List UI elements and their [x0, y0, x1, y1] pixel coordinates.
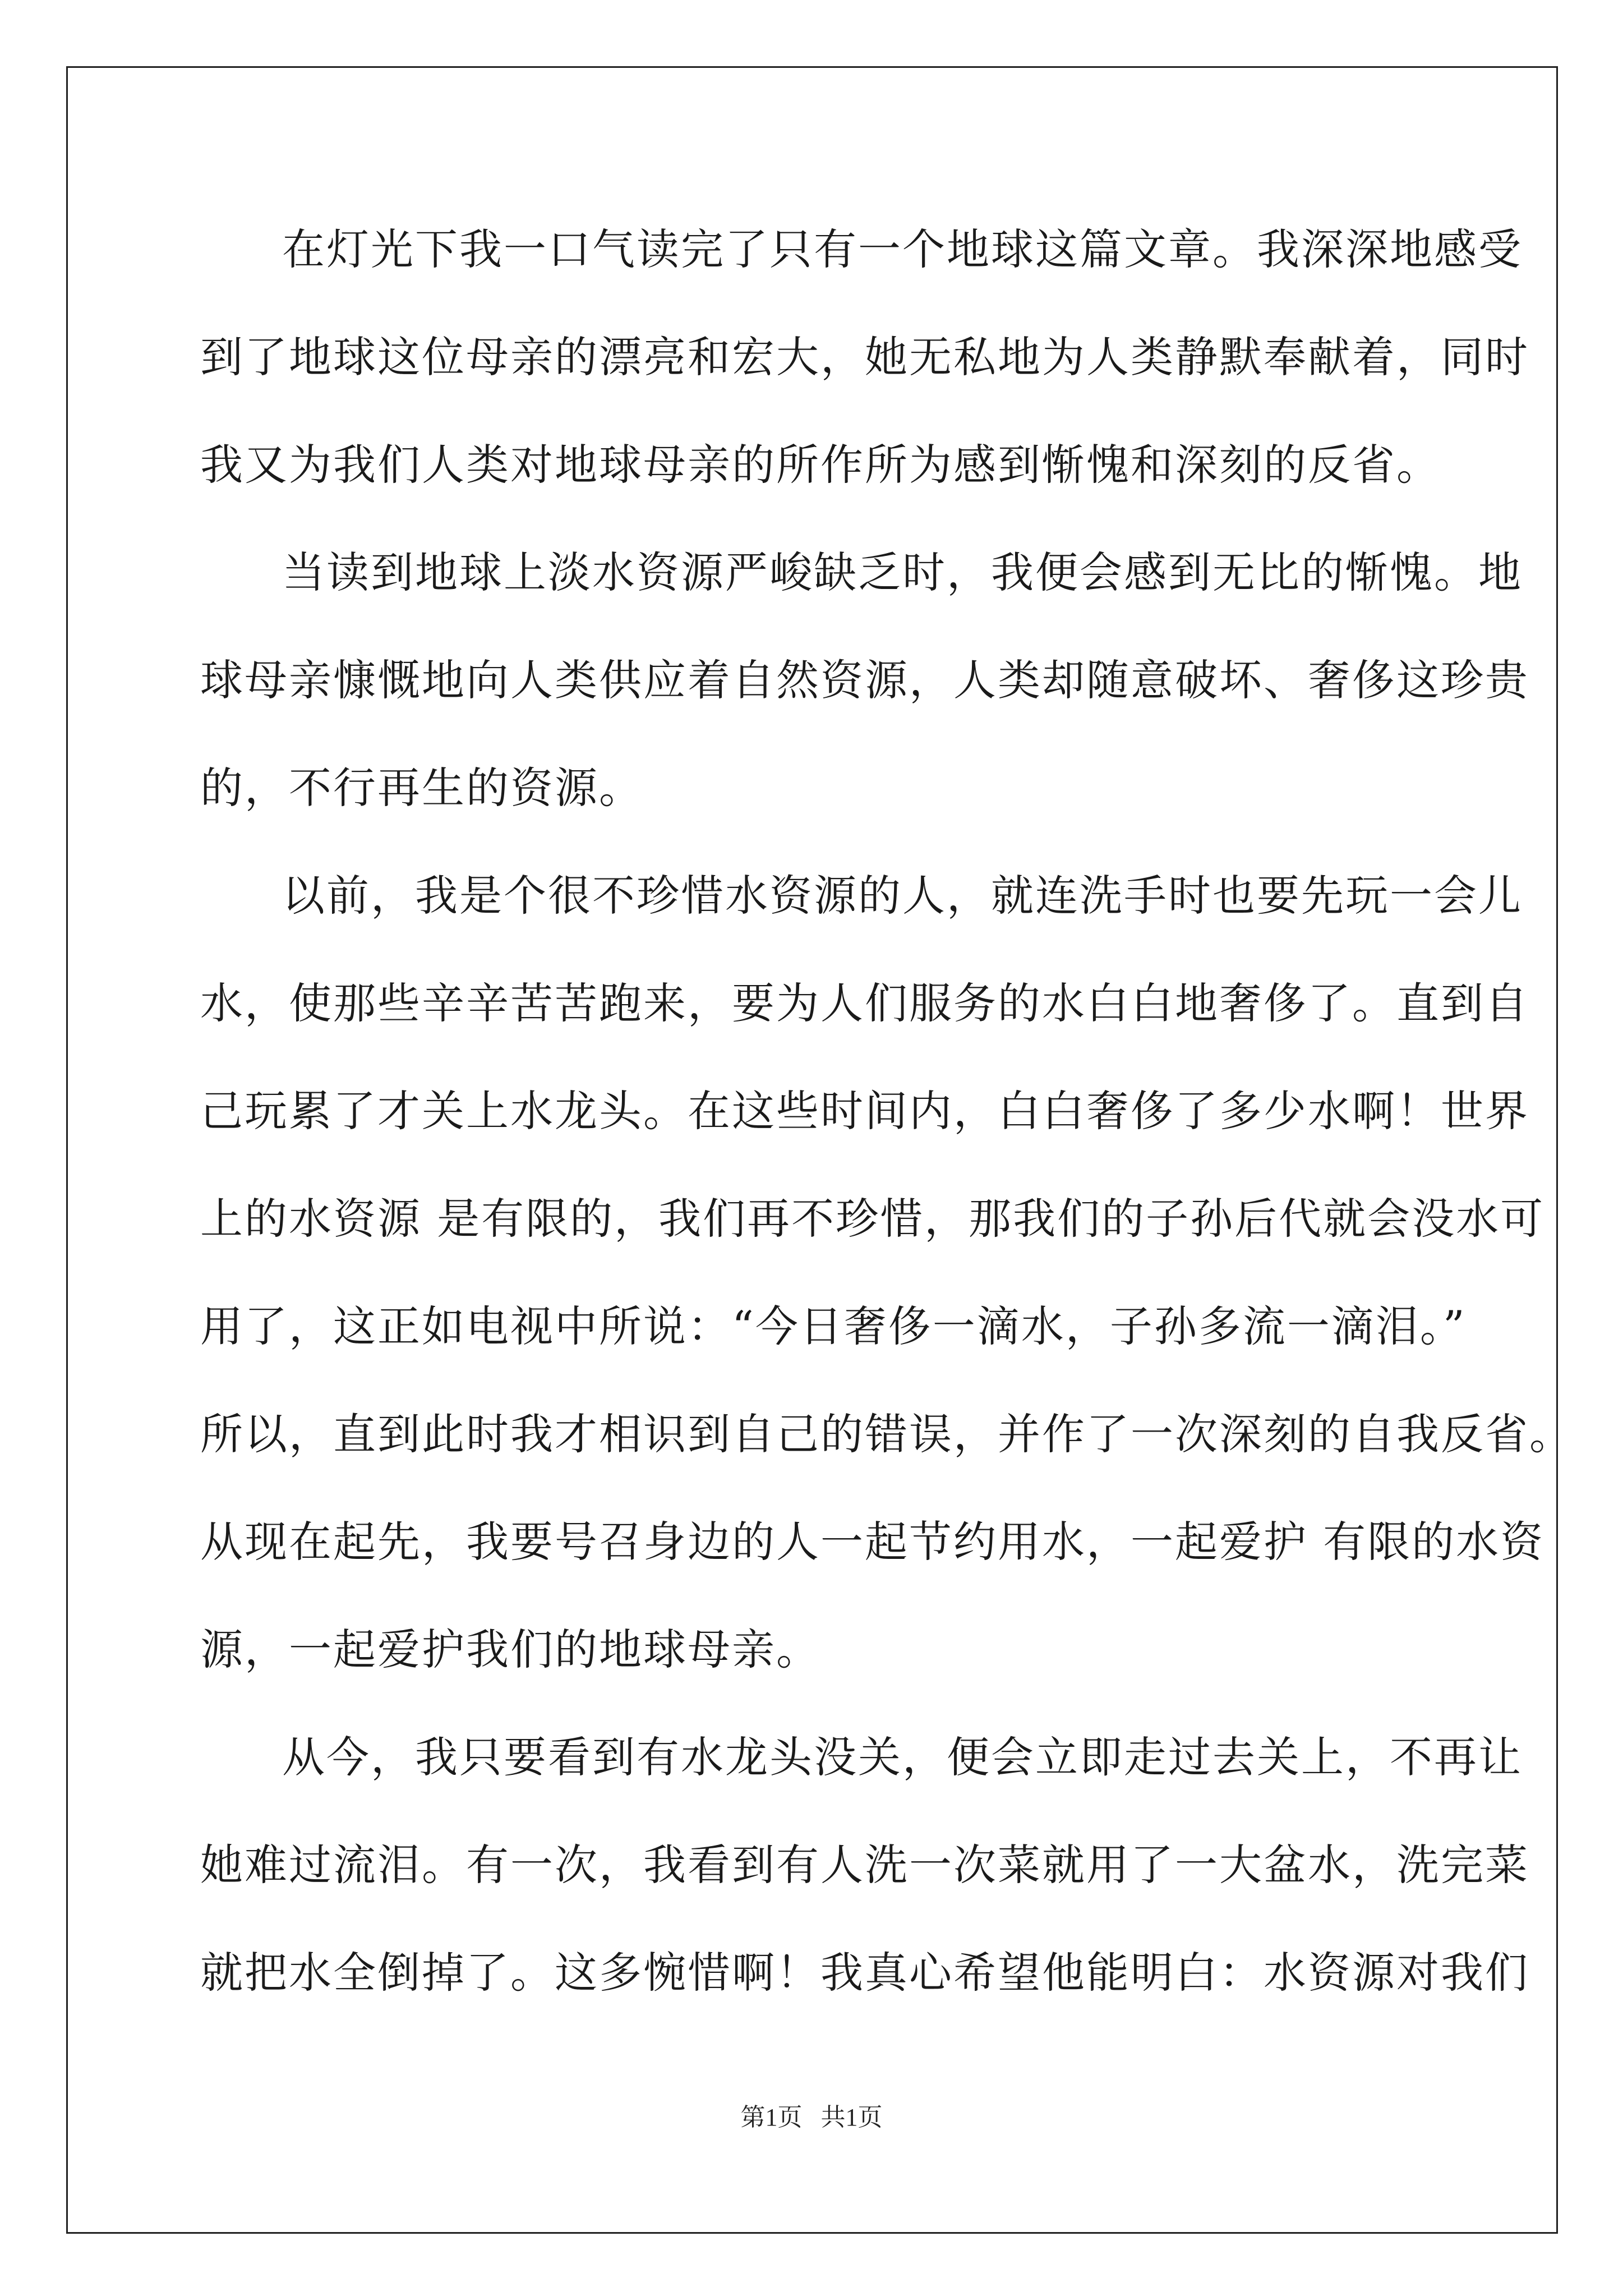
document-body [200, 216, 1574, 2047]
text-line: 她难过流泪。有一次，我看到有人洗一次菜就用了一大盆水，洗完菜 [200, 1840, 1529, 1890]
text-line: 己玩累了才关上水龙头。在这些时间内，白白奢侈了多少水啊！世界 [200, 1086, 1529, 1136]
text-line: 用了，这正如电视中所说：“今日奢侈一滴水，子孙多流一滴泪。” [200, 1301, 1467, 1351]
text-line: 当读到地球上淡水资源严峻缺乏时，我便会感到无比的惭愧。地 [282, 547, 1523, 597]
text-line: 到了地球这位母亲的漂亮和宏大，她无私地为人类静默奉献着，同时 [200, 332, 1529, 382]
text-line: 就把水全倒掉了。这多惋惜啊！我真心希望他能明白：水资源对我们 [200, 1948, 1529, 1998]
text-line: 从现在起先，我要号召身边的人一起节约用水，一起爱护 有限的水资 [200, 1517, 1545, 1567]
page-number-footer: 第1页 共1页 [740, 2104, 883, 2131]
text-line: 所以，直到此时我才相识到自己的错误，并作了一次深刻的自我反省。 [200, 1409, 1574, 1459]
text-line: 从今，我只要看到有水龙头没关，便会立即走过去关上，不再让 [282, 1732, 1523, 1782]
text-line: 水，使那些辛辛苦苦跑来，要为人们服务的水白白地奢侈了。直到自 [200, 978, 1529, 1028]
text-line: 上的水资源 是有限的，我们再不珍惜，那我们的子孙后代就会没水可 [200, 1194, 1545, 1244]
text-line: 以前，我是个很不珍惜水资源的人，就连洗手时也要先玩一会儿 [282, 871, 1523, 921]
text-line: 在灯光下我一口气读完了只有一个地球这篇文章。我深深地感受 [282, 224, 1523, 274]
text-line: 的，不行再生的资源。 [200, 763, 643, 813]
text-line: 我又为我们人类对地球母亲的所作所为感到惭愧和深刻的反省。 [200, 440, 1441, 490]
text-line: 源，一起爱护我们的地球母亲。 [200, 1625, 820, 1674]
text-line: 球母亲慷慨地向人类供应着自然资源，人类却随意破坏、奢侈这珍贵 [200, 655, 1529, 705]
